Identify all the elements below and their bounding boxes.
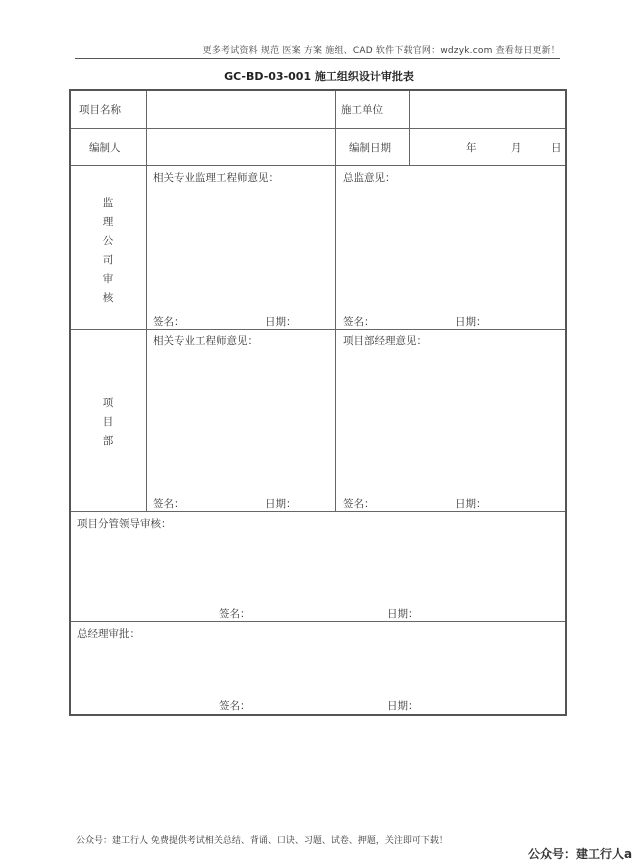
signature-label: 签名： [219, 608, 251, 620]
row-divider [71, 621, 565, 622]
supervision-engineer-opinion-label: 相关专业监理工程师意见： [153, 172, 279, 184]
watermark: 公众号：建工行人a [528, 847, 633, 861]
header-rule [75, 58, 560, 59]
date-month: 月 [511, 142, 522, 154]
col-divider [409, 91, 410, 165]
row-divider [71, 511, 565, 512]
signature-label: 签名： [153, 316, 185, 328]
leader-review-label: 项目分管领导审核： [77, 518, 172, 530]
prepared-by-label: 编制人 [89, 142, 121, 154]
project-manager-opinion-label: 项目部经理意见： [343, 335, 427, 347]
approval-form-table [69, 89, 567, 716]
signature-label: 签名： [153, 498, 185, 510]
date-label: 日期： [455, 498, 487, 510]
date-label: 日期： [387, 700, 419, 712]
signature-label: 签名： [343, 498, 375, 510]
date-day: 日 [551, 142, 562, 154]
page-header: 更多考试资料 规范 医案 方案 施组、CAD 软件下载官网：wdzyk.com 查看每日更新！ [202, 46, 560, 56]
prepared-date-label: 编制日期 [349, 142, 391, 154]
signature-label: 签名： [219, 700, 251, 712]
date-label: 日期： [265, 316, 297, 328]
signature-label: 签名： [343, 316, 375, 328]
gm-approval-label: 总经理审批： [77, 628, 140, 640]
chief-supervisor-opinion-label: 总监意见： [343, 172, 396, 184]
date-label: 日期： [455, 316, 487, 328]
project-engineer-opinion-label: 相关专业工程师意见： [153, 335, 258, 347]
project-name-label: 项目名称 [79, 104, 121, 116]
form-title: GC-BD-03-001 施工组织设计审批表 [224, 70, 414, 83]
col-divider [146, 91, 147, 511]
date-year: 年 [466, 142, 477, 154]
col-divider [335, 91, 336, 511]
date-label: 日期： [265, 498, 297, 510]
page-footer: 公众号：建工行人 免费提供考试相关总结、背诵、口诀、习题、试卷、押题，关注即可下载！ [76, 836, 448, 846]
date-label: 日期： [387, 608, 419, 620]
construction-unit-label: 施工单位 [341, 104, 383, 116]
supervision-side-label: 监 理 公 司 审 核 [102, 197, 114, 304]
project-dept-side-label: 项 目 部 [102, 397, 114, 447]
